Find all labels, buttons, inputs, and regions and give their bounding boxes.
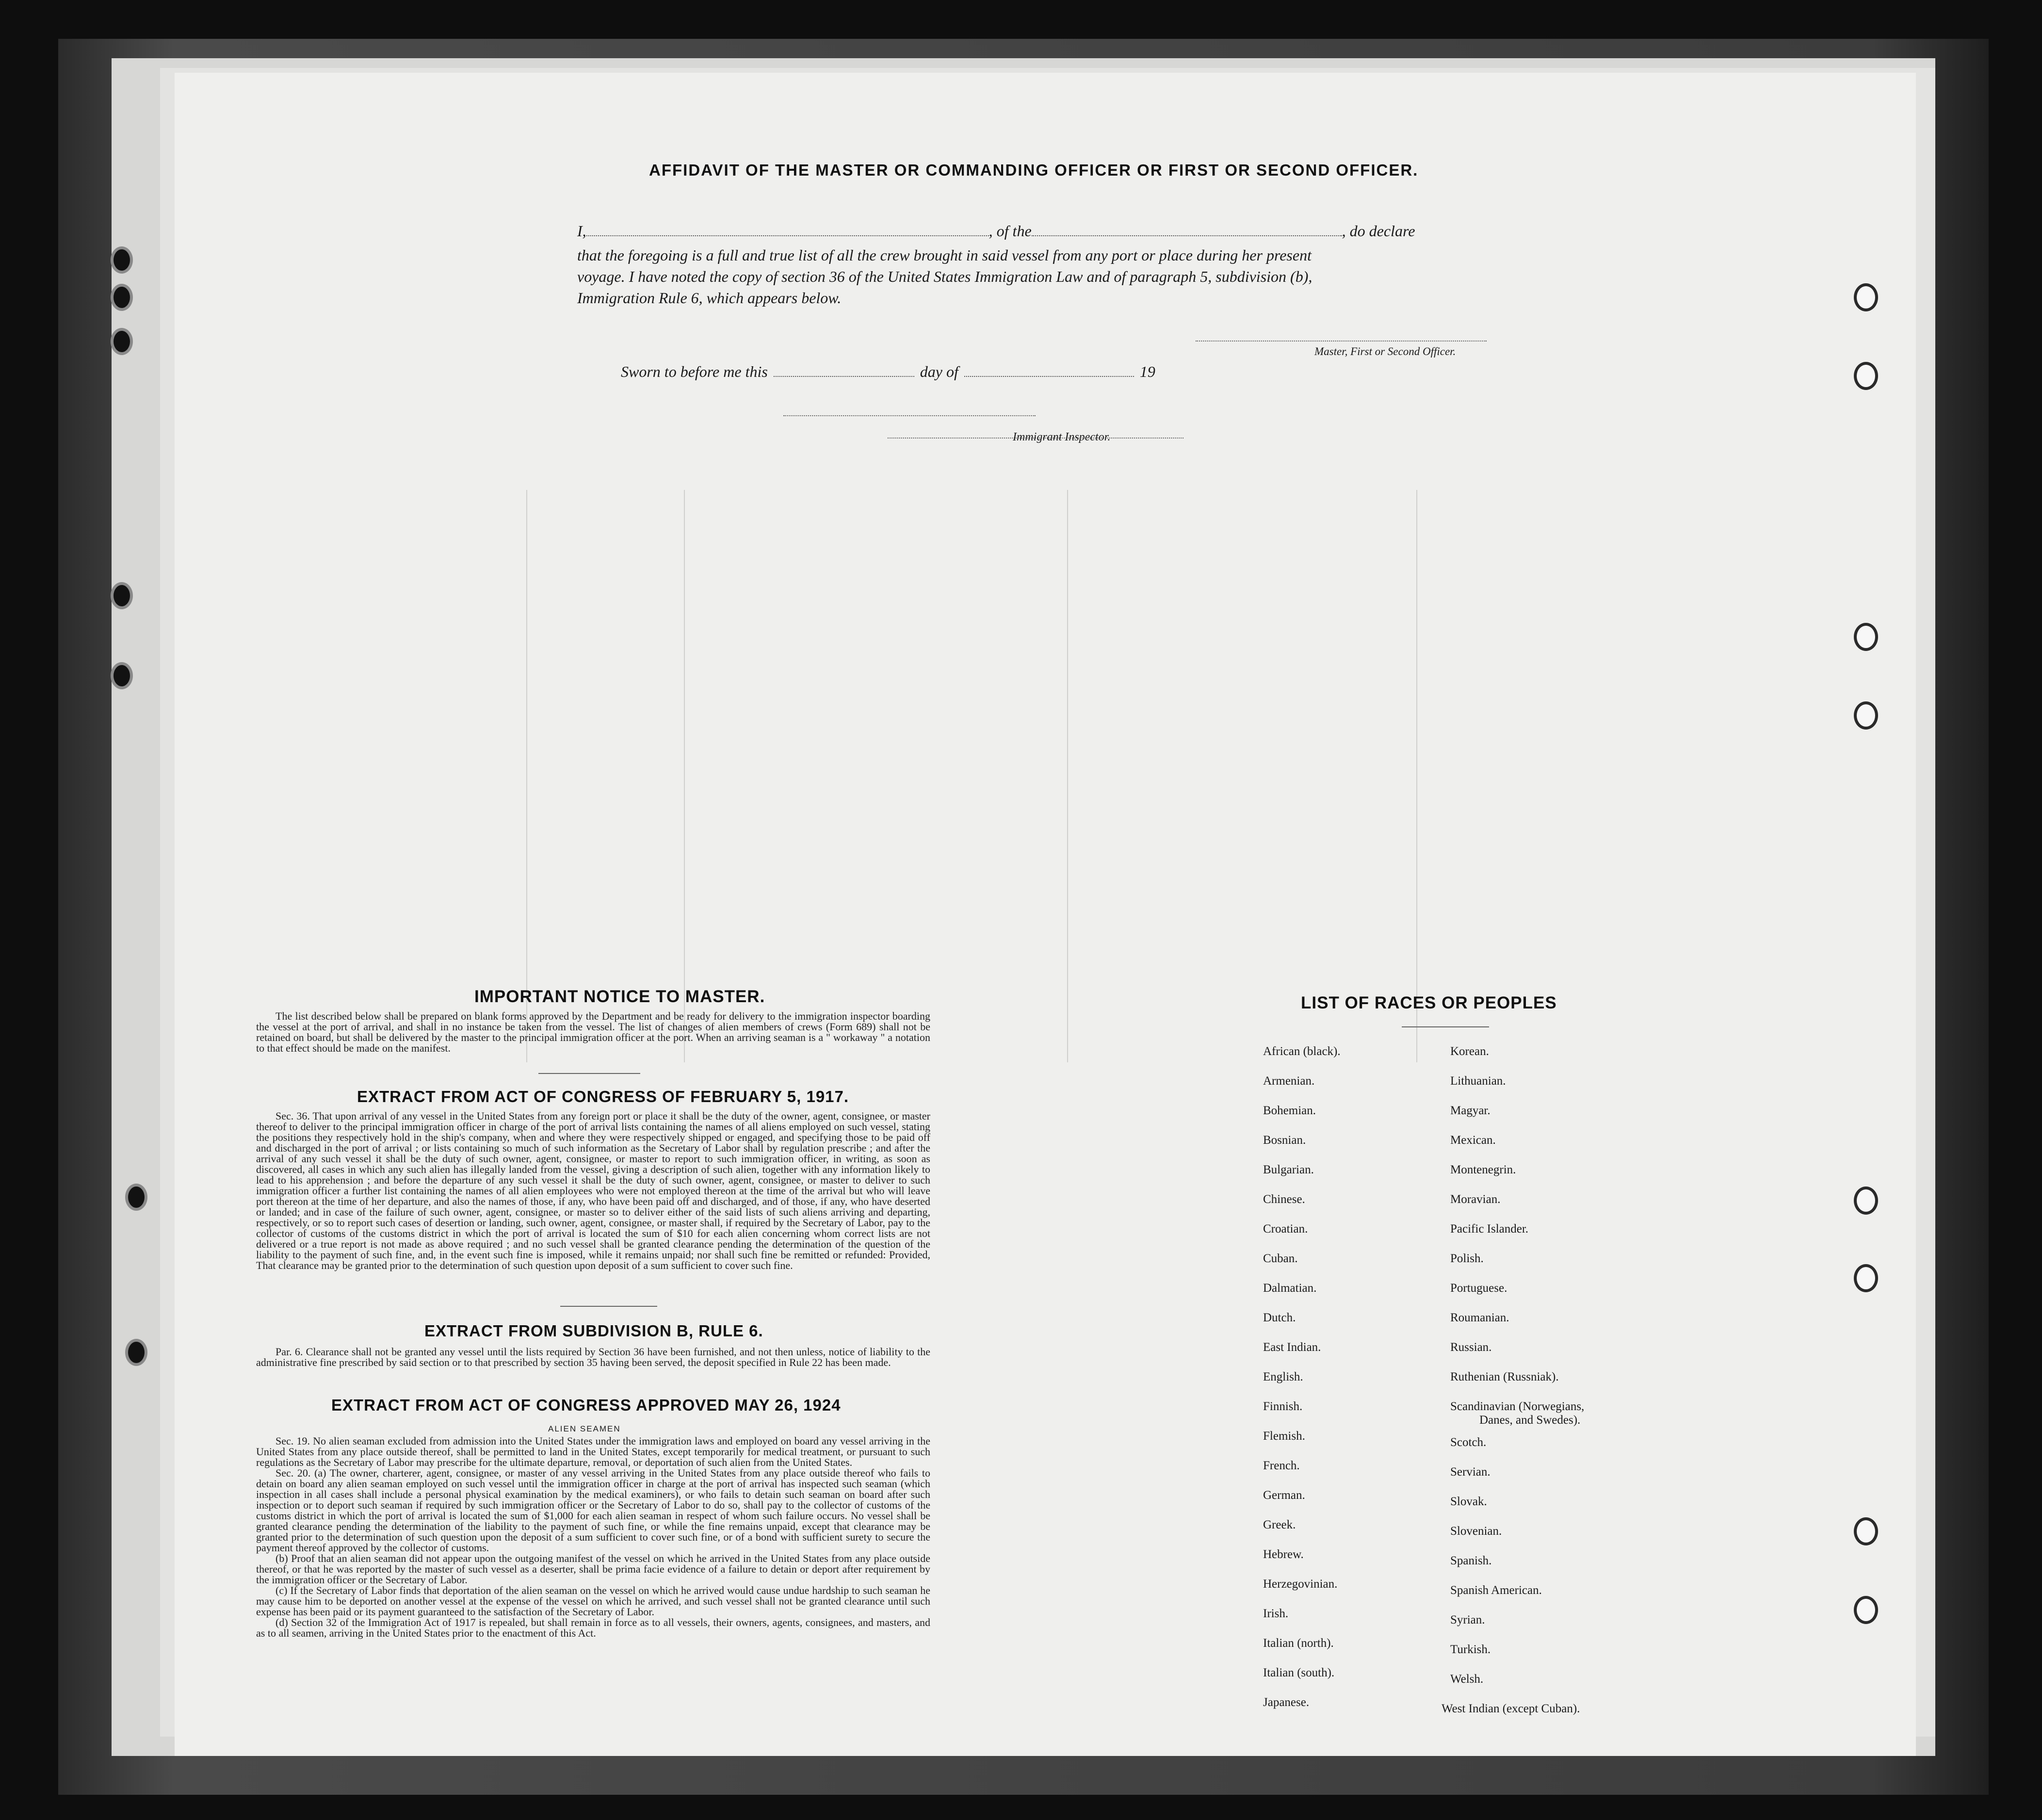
master-signature-label: Master, First or Second Officer. [1314,345,1456,358]
race-item: Turkish. [1450,1643,1491,1656]
declare-do: , do declare [1342,222,1415,240]
bleed-through-rule [526,490,527,1062]
punch-hole [1854,1596,1878,1624]
extract-rule6-paragraph: Par. 6. Clearance shall not be granted any vessel until the lists required by Section 36 have been furnished, and not then unless, notice of liability to the administrative fine prescribed by said section or to that prescribed by section 35 having been served, the deposit specified in Rule 22 has been made. [256,1346,930,1368]
manifest-page [175,73,1916,1756]
sworn-line [621,363,1155,381]
inspector-label: Immigrant Inspector. [1013,431,1111,443]
section-divider [1402,1026,1489,1027]
races-title: LIST OF RACES OR PEOPLES [1301,993,1557,1012]
race-item: Herzegovinian. [1263,1577,1338,1591]
race-item: Scandinavian (Norwegians, [1450,1400,1585,1413]
race-item: Bohemian. [1263,1104,1316,1117]
binder-hole [111,662,133,689]
name-field[interactable] [586,235,989,236]
declaration-line-2: that the foregoing is a full and true list of all the crew brought in said vessel from any port or place during her present [577,246,1312,264]
punch-hole [1854,623,1878,651]
declaration-line-3: voyage. I have noted the copy of section 36 of the United States Immigration Law and of paragraph 5, subdivision (b), [577,268,1313,285]
extract-1924-paragraph: (d) Section 32 of the Immigration Act of 1917 is repealed, but shall remain in force as to all vessels, their owners, agents, consignees, and masters, and as to all seamen, arriving in the United States prior to the enactment of this Act. [256,1616,930,1639]
race-item: Ruthenian (Russniak). [1450,1370,1559,1383]
race-item: Polish. [1450,1252,1484,1265]
race-item: Montenegrin. [1450,1163,1516,1176]
punch-hole [1854,362,1878,390]
punch-hole [1854,1186,1878,1215]
extract-rule6-text [256,1347,930,1368]
race-item: African (black). [1263,1045,1341,1058]
binder-hole [111,328,133,355]
race-item: Syrian. [1450,1613,1485,1626]
race-item: Scotch. [1450,1436,1487,1449]
bleed-through-rule [684,490,685,1062]
race-item: Chinese. [1263,1193,1305,1206]
extract-rule6-title: EXTRACT FROM SUBDIVISION B, RULE 6. [424,1322,763,1340]
race-item: German. [1263,1489,1305,1502]
sworn-day-of: day of [920,363,958,380]
binder-hole [111,582,133,609]
race-item: Pacific Islander. [1450,1222,1529,1235]
section-divider [538,1073,640,1074]
extract-1924-paragraph: Sec. 19. No alien seaman excluded from admission into the United States under the immigration laws and employed on board any vessel arriving in the United States from any place outside thereof, shall be permitted to land in the United States, except temporarily for medical treatment, or pursuant to such regulations as the Secretary of Labor may prescribe for the ultimate departure, removal, or deportation of such alien from the United States. [256,1435,930,1468]
race-item: Japanese. [1263,1696,1310,1709]
bleed-through-rule [1067,490,1068,1062]
binder-hole [111,246,133,274]
extract-1924-paragraph: (c) If the Secretary of Labor finds that deportation of the alien seaman on the vessel on which he arrived would cause undue hardship to such seaman he may cause him to be deported on another vessel at the expense of the vessel on which he arrived, and such vessel shall not be granted clearance until such expense has been paid or its payment guaranteed to the satisfaction of the Secretary of Labor. [256,1584,930,1618]
sworn-month-field[interactable] [964,376,1134,377]
race-item: Greek. [1263,1518,1296,1531]
race-item: Lithuanian. [1450,1074,1506,1088]
extract-1924-text [256,1436,930,1639]
sworn-prefix: Sworn to before me this [621,363,768,380]
race-item: Hebrew. [1263,1548,1304,1561]
race-item: Dutch. [1263,1311,1296,1324]
race-item: French. [1263,1459,1300,1472]
race-item: Danes, and Swedes). [1479,1414,1581,1427]
race-item: Roumanian. [1450,1311,1509,1324]
binder-hole [125,1184,147,1211]
race-item: Italian (north). [1263,1637,1334,1650]
extract-1924-title: EXTRACT FROM ACT OF CONGRESS APPROVED MAY 26, 1924 [331,1396,841,1414]
sworn-year: 19 [1139,363,1155,380]
punch-hole [1854,701,1878,730]
bleed-through-rule [1416,490,1417,1062]
race-item: Moravian. [1450,1193,1501,1206]
race-item: Croatian. [1263,1222,1308,1235]
race-item: Armenian. [1263,1074,1315,1088]
race-item: East Indian. [1263,1341,1321,1354]
declare-i: I, [577,222,586,240]
declaration-line-4: Immigration Rule 6, which appears below. [577,289,842,307]
race-item: Portuguese. [1450,1282,1507,1295]
notice-text [256,1011,930,1054]
extract-1924-subtitle: ALIEN SEAMEN [548,1424,621,1433]
extract-1917-paragraph: Sec. 36. That upon arrival of any vessel in the United States from any foreign port or place it shall be the duty of the owner, agent, consignee, or master thereof to deliver to the principal immigration officer in charge of the port of arrival lists containing the names of all aliens employed on such vessel, stating the positions they respectively hold in the ship's company, when and where they were respectively shipped or engaged, and specifying those to be paid off and discharged in the port of arrival ; or lists containing so much of such information as the Secretary of Labor shall by regulation prescribe ; and after the arrival of any such vessel it shall be the duty of such owner, agent, consignee, or master to report to such immigration officer, in writing, as soon as discovered, all cases in which any such alien has illegally landed from the vessel, giving a description of such alien, together with any information likely to lead to his apprehension ; and before the departure of any such vessel it shall be the duty of such owner, agent, consignee, or master to deliver to such immigration officer a further list containing the names of all alien employees who were not employed thereon at the time of the arrival but who will leave port thereon at the time of her departure, and also the names of those, if any, who have been paid off and discharged, and of those, if any, who have deserted or landed; and in case of the failure of such owner, agent, consignee, or master so to deliver either of the said lists of such aliens arriving and departing, respectively, or so to report such cases of desertion or landing, such owner, agent, consignee, or master shall, if required by the Secretary of Labor, pay to the collector of customs of the customs district in which the port of arrival is located the sum of $10 for each alien concerning whom correct lists are not delivered or a true report is not made as above required ; and no such vessel shall be granted clearance pending the determination of the question of the liability to the payment of such fine, and, in the event such fine is imposed, while it remains unpaid; nor shall such fine be remitted or refunded: Provided, That clearance may be granted prior to the determination of such question upon deposit of a sum sufficient to cover such fine. [256,1110,930,1271]
race-item: Mexican. [1450,1134,1496,1147]
punch-hole [1854,283,1878,311]
punch-hole [1854,1264,1878,1292]
race-item: Bulgarian. [1263,1163,1314,1176]
race-item: Irish. [1263,1607,1289,1620]
race-item: West Indian (except Cuban). [1442,1702,1580,1715]
vessel-field[interactable] [1032,235,1342,236]
race-item: Spanish. [1450,1554,1492,1567]
section-divider [560,1306,657,1307]
race-item: Bosnian. [1263,1134,1306,1147]
extract-1924-paragraph: (b) Proof that an alien seaman did not appear upon the outgoing manifest of the vessel on which he arrived in the United States from any place outside thereof, or that he was reported by the master of such vessel as a deserter, shall be prima facie evidence of a failure to detain or deport after requirement by the immigration officer or the Secretary of Labor. [256,1552,930,1586]
race-item: English. [1263,1370,1303,1383]
race-item: Dalmatian. [1263,1282,1317,1295]
extract-1917-title: EXTRACT FROM ACT OF CONGRESS OF FEBRUARY 5, 1917. [357,1088,849,1105]
sworn-day-field[interactable] [774,376,914,377]
race-item: Slovak. [1450,1495,1487,1508]
binder-hole [125,1339,147,1366]
race-item: Spanish American. [1450,1584,1542,1597]
race-item: Russian. [1450,1341,1492,1354]
affidavit-declaration [577,220,1707,309]
race-item: Korean. [1450,1045,1489,1058]
race-item: Welsh. [1450,1673,1484,1686]
affidavit-title: AFFIDAVIT OF THE MASTER OR COMMANDING OFFICER OR FIRST OR SECOND OFFICER. [649,161,1419,179]
race-item: Italian (south). [1263,1666,1335,1679]
notice-paragraph: The list described below shall be prepared on blank forms approved by the Department and be ready for delivery to the immigration inspector boarding the vessel at the port of arrival, and shall in no instance be taken from the vessel. The list of changes of alien members of crews (Form 689) shall not be retained on board, but shall be delivered by the master to the principal immigration officer at the port. When an arriving seaman is a " workaway " a notation to that effect should be made on the manifest. [256,1010,930,1054]
race-item: Slovenian. [1450,1525,1502,1538]
inspector-signature-line[interactable] [783,415,1036,416]
notice-title: IMPORTANT NOTICE TO MASTER. [474,987,765,1006]
race-item: Flemish. [1263,1430,1305,1443]
race-item: Magyar. [1450,1104,1491,1117]
race-item: Servian. [1450,1465,1491,1479]
binder-hole [111,284,133,311]
race-item: Finnish. [1263,1400,1303,1413]
punch-hole [1854,1517,1878,1545]
race-item: Cuban. [1263,1252,1298,1265]
declare-of-the: , of the [989,222,1032,240]
extract-1917-text [256,1111,930,1271]
extract-1924-paragraph: Sec. 20. (a) The owner, charterer, agent, consignee, or master of any vessel arriving in the United States from any place outside thereof who fails to detain on board any alien seaman employed on such vessel until the immigration officer in charge at the port of arrival has inspected such seaman (which inspection in all cases shall include a personal physical examination by the medical examiners), or who fails to detain such seaman on board after such inspection or to deport such seaman if required by such immigration officer or the Secretary of Labor to do so, shall pay to the collector of customs of the customs district in which the port of arrival is located the sum of $1,000 for each alien seaman in respect of whom such failure occurs. No vessel shall be granted clearance pending the determination of the liability to the payment of such fine, or while the fine remains unpaid, except that clearance may be granted prior to the determination of such question upon the deposit of a sum sufficient to cover such fine, or of a bond with sufficient surety to secure the payment thereof approved by the collector of customs. [256,1467,930,1554]
